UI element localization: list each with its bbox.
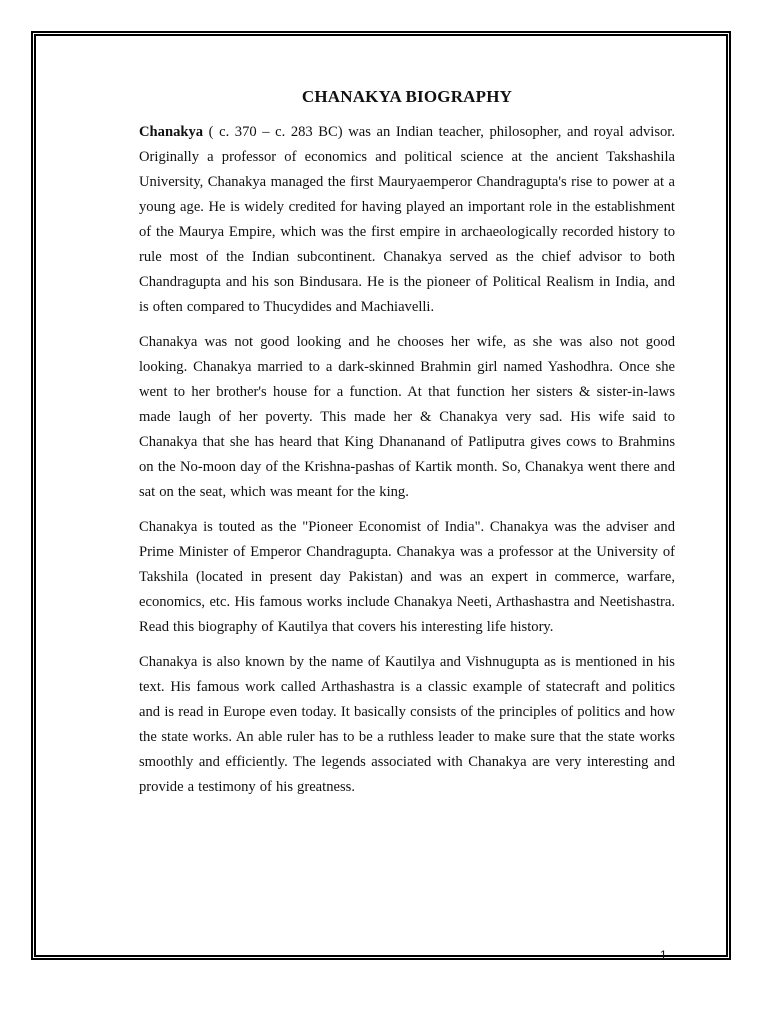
- paragraph-1: [139, 120, 675, 320]
- document-title: CHANAKYA BIOGRAPHY: [301, 87, 513, 106]
- paragraph-1-text: ( c. 370 – c. 283 BC) was an Indian teacher, philosopher, and royal advisor. Originally a professor of economics and political science at the ancient Takshashila University, Chanakya managed the first Mauryaemperor Chandragupta's rise to power at a young age. He is widely credited for having played an important role in the establishment of the Maurya Empire, which was the first empire in archaeologically recorded history to rule most of the Indian subcontinent. Chanakya served as the chief advisor to both Chandragupta and his son Bindusara. He is the pioneer of Political Realism in India, and is often compared to Thucydides and Machiavelli.: [139, 124, 675, 315]
- paragraph-3: Chanakya is touted as the "Pioneer Economist of India". Chanakya was the adviser and Prime Minister of Emperor Chandragupta. Chanakya was a professor at the University of Takshila (located in present day Pakistan) and was an expert in commerce, warfare, economics, etc. His famous works include Chanakya Neeti, Arthashastra and Neetishastra. Read this biography of Kautilya that covers his interesting life history.: [139, 519, 675, 635]
- paragraph-4: Chanakya is also known by the name of Kautilya and Vishnugupta as is mentioned in his text. His famous work called Arthashastra is a classic example of statecraft and politics and is read in Europe even today. It basically consists of the principles of politics and how the state works. An able ruler has to be a ruthless leader to make sure that the state works smoothly and efficiently. The legends associated with Chanakya are very interesting and provide a testimony of his greatness.: [139, 654, 675, 795]
- page-number: 1: [660, 948, 667, 962]
- paragraph-1-lead: Chanakya: [139, 124, 204, 140]
- document-body: [139, 84, 675, 810]
- paragraph-2: Chanakya was not good looking and he chooses her wife, as she was also not good looking. Chanakya married to a dark-skinned Brahmin girl named Yashodhra. Once she went to her brother's house for a function. At that function her sisters & sister-in-laws made laugh of her poverty. This made her & Chanakya very sad. His wife said to Chanakya that she has heard that King Dhananand of Patliputra gives cows to Brahmins on the No-moon day of the Krishna-pashas of Kartik month. So, Chanakya went there and sat on the seat, which was meant for the king.: [139, 334, 675, 500]
